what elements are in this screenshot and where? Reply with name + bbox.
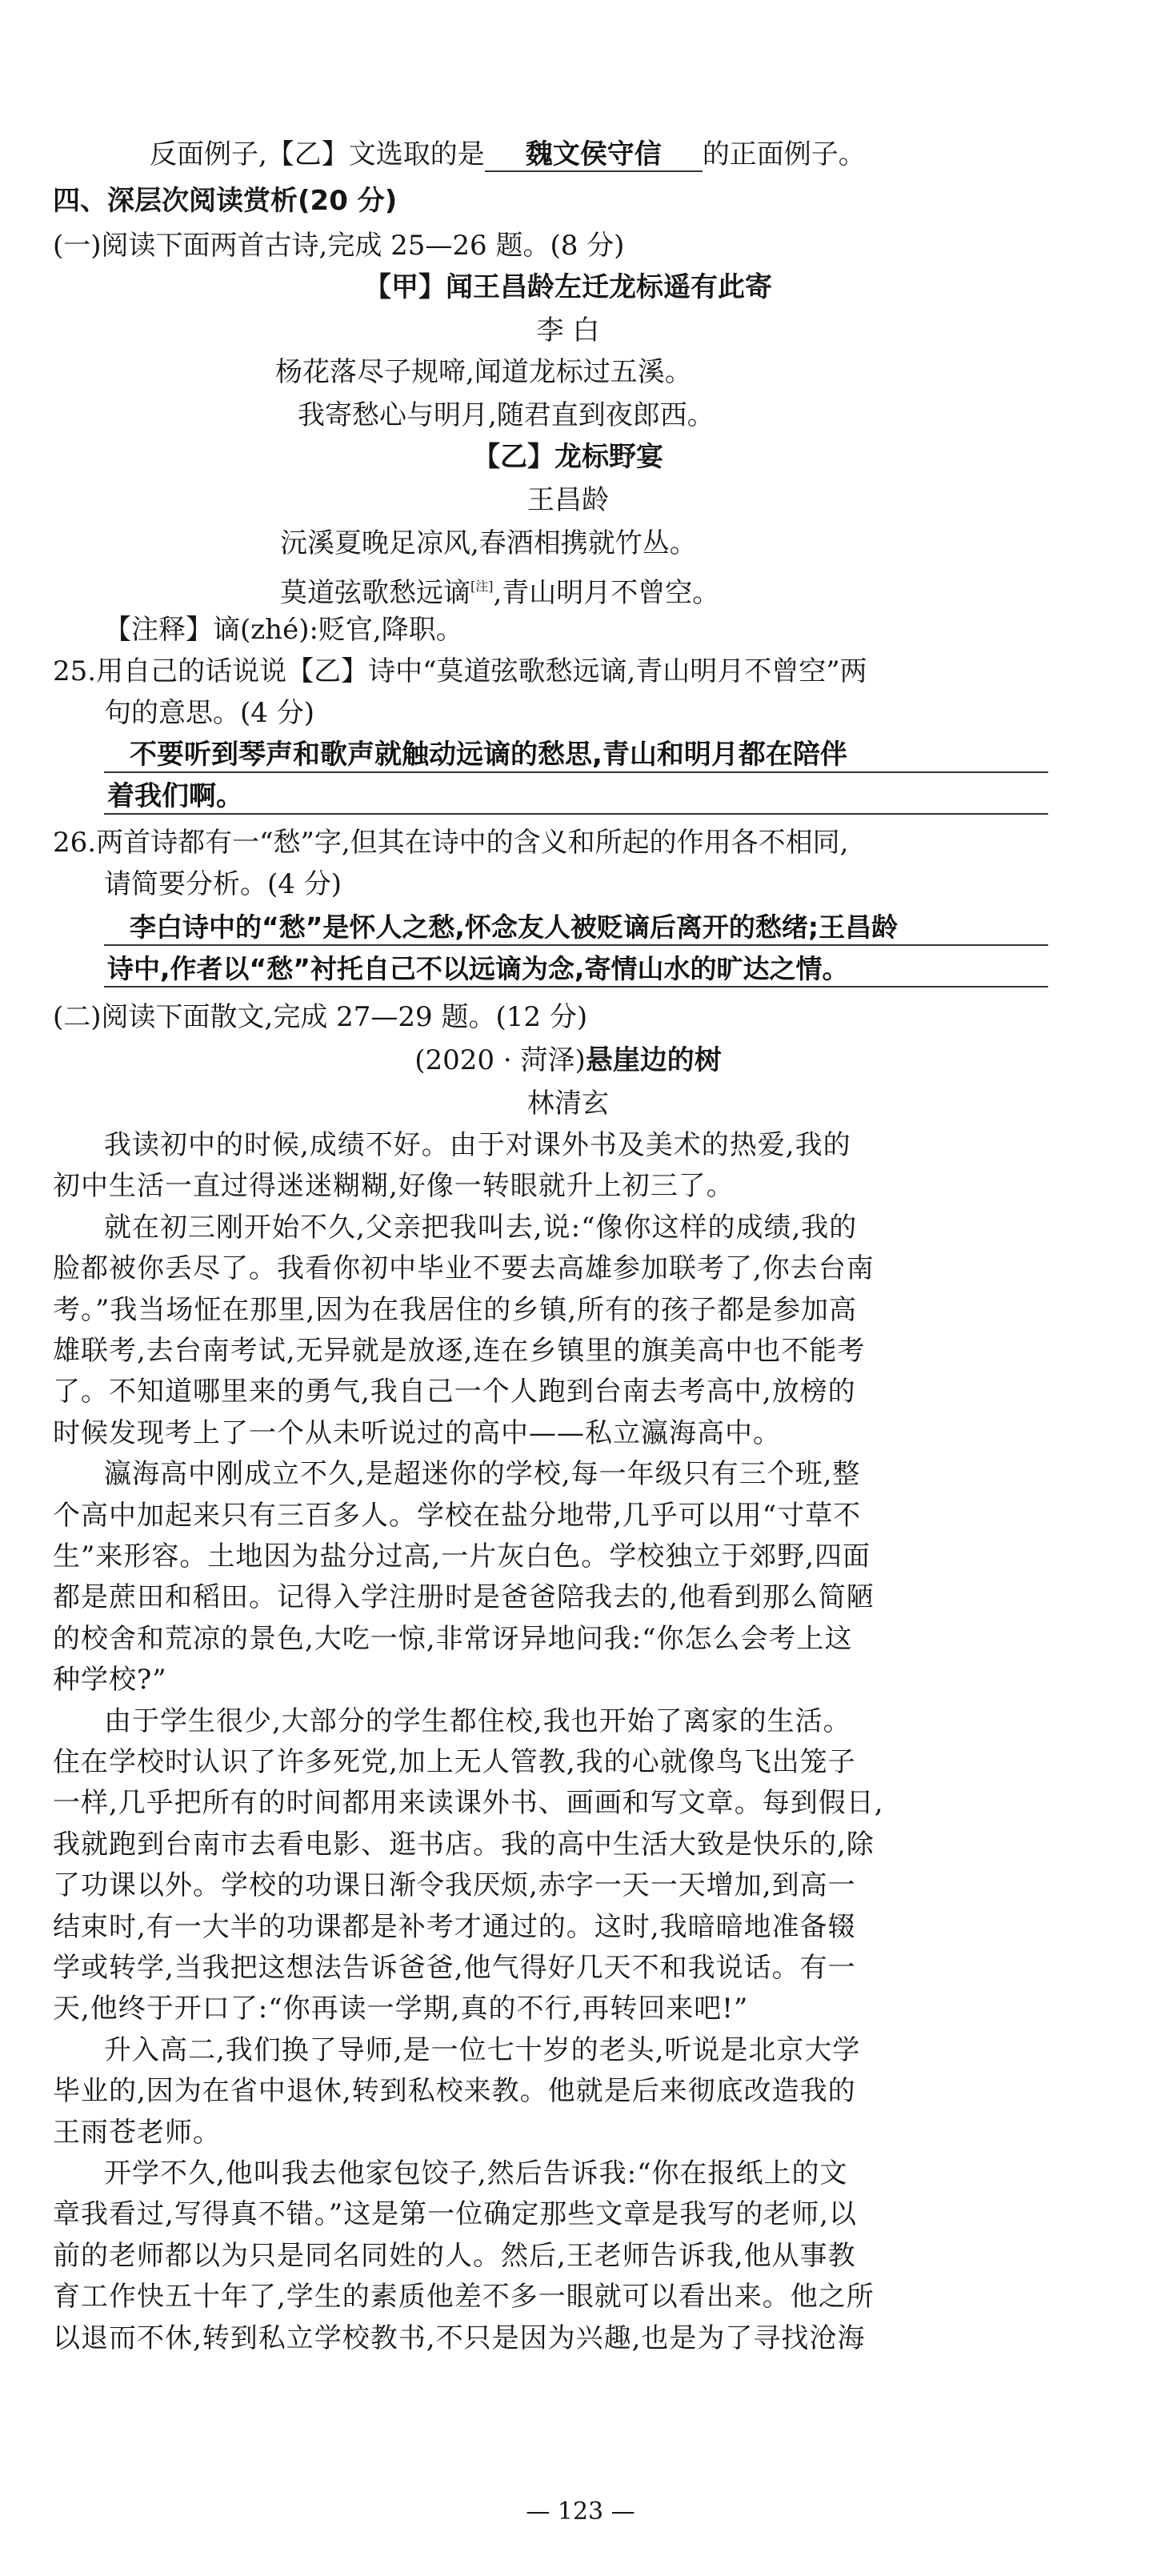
q25-answer-1: 不要听到琴声和歌声就触动远谪的愁思,青山和明月都在陪伴 [130,739,847,771]
essay-line: 生”来形容。土地因为盐分过高,一片灰白色。学校独立于郊野,四面 [53,1540,871,1572]
essay-line: 毕业的,因为在省中退休,转到私校来教。他就是后来彻底改造我的 [53,2075,856,2107]
page-number: — 123 — [526,2498,635,2526]
essay-title [296,1042,840,1079]
essay-line: 我读初中的时候,成绩不好。由于对课外书及美术的热爱,我的 [104,1129,851,1161]
q25-line-2: 句的意思。(4 分) [104,697,314,729]
essay-title-text: 悬崖边的树 [585,1044,722,1076]
essay-line: 一样,几乎把所有的时间都用来读课外书、画画和写文章。每到假日, [53,1787,884,1819]
poem-note: 【注释】谪(zhé):贬官,降职。 [104,614,463,646]
q25-answer-2: 着我们啊。 [107,780,243,812]
essay-line: 雄联考,去台南考试,无异就是放逐,连在乡镇里的旗美高中也不能考 [53,1335,866,1367]
essay-source: (2020 · 菏泽) [414,1044,586,1076]
essay-line: 育工作快五十年了,学生的素质他差不多一眼就可以看出来。他之所 [53,2281,875,2313]
top-line-post: 的正面例子。 [702,138,866,170]
essay-line: 了功课以外。学校的功课日渐令我厌烦,赤字一天一天增加,到高一 [53,1869,856,1901]
essay-line: 学或转学,当我把这想法告诉爸爸,他气得好几天不和我说话。有一 [53,1952,856,1984]
top-line-pre: 反面例子,【乙】文选取的是 [150,138,485,170]
poem-a-author: 李 白 [536,314,600,347]
essay-line: 考。”我当场怔在那里,因为在我居住的乡镇,所有的孩子都是参加高 [53,1294,857,1326]
essay-line: 脸都被你丢尽了。我看你初中毕业不要去高雄参加联考了,你去台南 [53,1252,875,1284]
q26-line-2: 请简要分析。(4 分) [104,868,342,900]
essay-line: 种学校?” [53,1664,167,1696]
essay-line: 时候发现考上了一个从未听说过的高中——私立瀛海高中。 [53,1417,781,1449]
q26-answer-1: 李白诗中的“愁”是怀人之愁,怀念友人被贬谪后离开的愁绪;王昌龄 [130,911,899,943]
essay-line: 以退而不休,转到私立学校教书,不只是因为兴趣,也是为了寻找沧海 [53,2322,866,2354]
essay-line: 前的老师都以为只是同名同姓的人。然后,王老师告诉我,他从事教 [53,2240,856,2272]
essay-line: 王雨苍老师。 [53,2117,221,2149]
q26-answer-rule-1 [104,944,1048,946]
q25-answer-rule-2 [104,813,1048,815]
top-line [150,136,866,173]
part1-instruction: (一)阅读下面两首古诗,完成 25—26 题。(8 分) [53,230,625,262]
poem-a-line-1: 杨花落尽子规啼,闻道龙标过五溪。 [275,356,692,388]
essay-line: 住在学校时认识了许多死党,加上无人管教,我的心就像鸟飞出笼子 [53,1746,856,1778]
poem-b-line-2-pre: 莫道弦歌愁远谪 [280,577,470,609]
poem-b-line-1: 沅溪夏晚足凉风,春酒相携就竹丛。 [280,527,697,559]
poem-b-line-2-post: ,青山明月不曾空。 [493,577,720,609]
essay-line: 就在初三刚开始不久,父亲把我叫去,说:“像你这样的成绩,我的 [104,1212,858,1244]
footnote-marker: [注] [470,579,494,594]
essay-line: 章我看过,写得真不错。”这是第一位确定那些文章是我写的老师,以 [53,2198,857,2230]
section4-title: 四、深层次阅读赏析(20 分) [53,185,398,217]
essay-line: 我就跑到台南市去看电影、逛书店。我的高中生活大致是快乐的,除 [53,1829,875,1861]
poem-b-line-2 [280,568,719,611]
q26-answer-rule-2 [104,986,1048,988]
poem-b-author: 王昌龄 [527,484,609,516]
q25-line-1: 25.用自己的话说说【乙】诗中“莫道弦歌愁远谪,青山明月不曾空”两 [53,655,867,687]
q26-answer-2: 诗中,作者以“愁”衬托自己不以远谪为念,寄情山水的旷达之情。 [107,953,849,984]
essay-line: 瀛海高中刚成立不久,是超迷你的学校,每一年级只有三个班,整 [104,1458,861,1490]
essay-line: 由于学生很少,大部分的学生都住校,我也开始了离家的生活。 [104,1705,851,1737]
essay-line: 初中生活一直过得迷迷糊糊,好像一转眼就升上初三了。 [53,1170,735,1202]
essay-line: 的校舍和荒凉的景色,大吃一惊,非常讶异地问我:“你怎么会考上这 [53,1623,853,1655]
blank-answer: 魏文侯守信 [485,138,703,172]
q26-line-1: 26.两首诗都有一“愁”字,但其在诗中的含义和所起的作用各不相同, [53,827,849,859]
essay-line: 升入高二,我们换了导师,是一位七十岁的老头,听说是北京大学 [104,2034,861,2066]
essay-line: 都是蔗田和稻田。记得入学注册时是爸爸陪我去的,他看到那么简陋 [53,1581,875,1613]
poem-b-title: 【乙】龙标野宴 [473,441,663,473]
essay-line: 了。不知道哪里来的勇气,我自己一个人跑到台南去考高中,放榜的 [53,1376,856,1408]
essay-line: 开学不久,他叫我去他家包饺子,然后告诉我:“你在报纸上的文 [104,2157,848,2189]
essay-line: 个高中加起来只有三百多人。学校在盐分地带,几乎可以用“寸草不 [53,1500,862,1532]
poem-a-line-2: 我寄愁心与明月,随君直到夜郎西。 [298,399,715,431]
poem-a-title: 【甲】闻王昌龄左迁龙标遥有此寄 [364,271,772,303]
essay-line: 结束时,有一大半的功课都是补考才通过的。这时,我暗暗地准备辍 [53,1911,856,1943]
q25-answer-rule-1 [104,771,1048,773]
part2-instruction: (二)阅读下面散文,完成 27—29 题。(12 分) [53,1001,588,1033]
essay-author: 林清玄 [527,1088,609,1120]
essay-line: 天,他终于开口了:“你再读一学期,真的不行,再转回来吧!” [53,1993,749,2025]
